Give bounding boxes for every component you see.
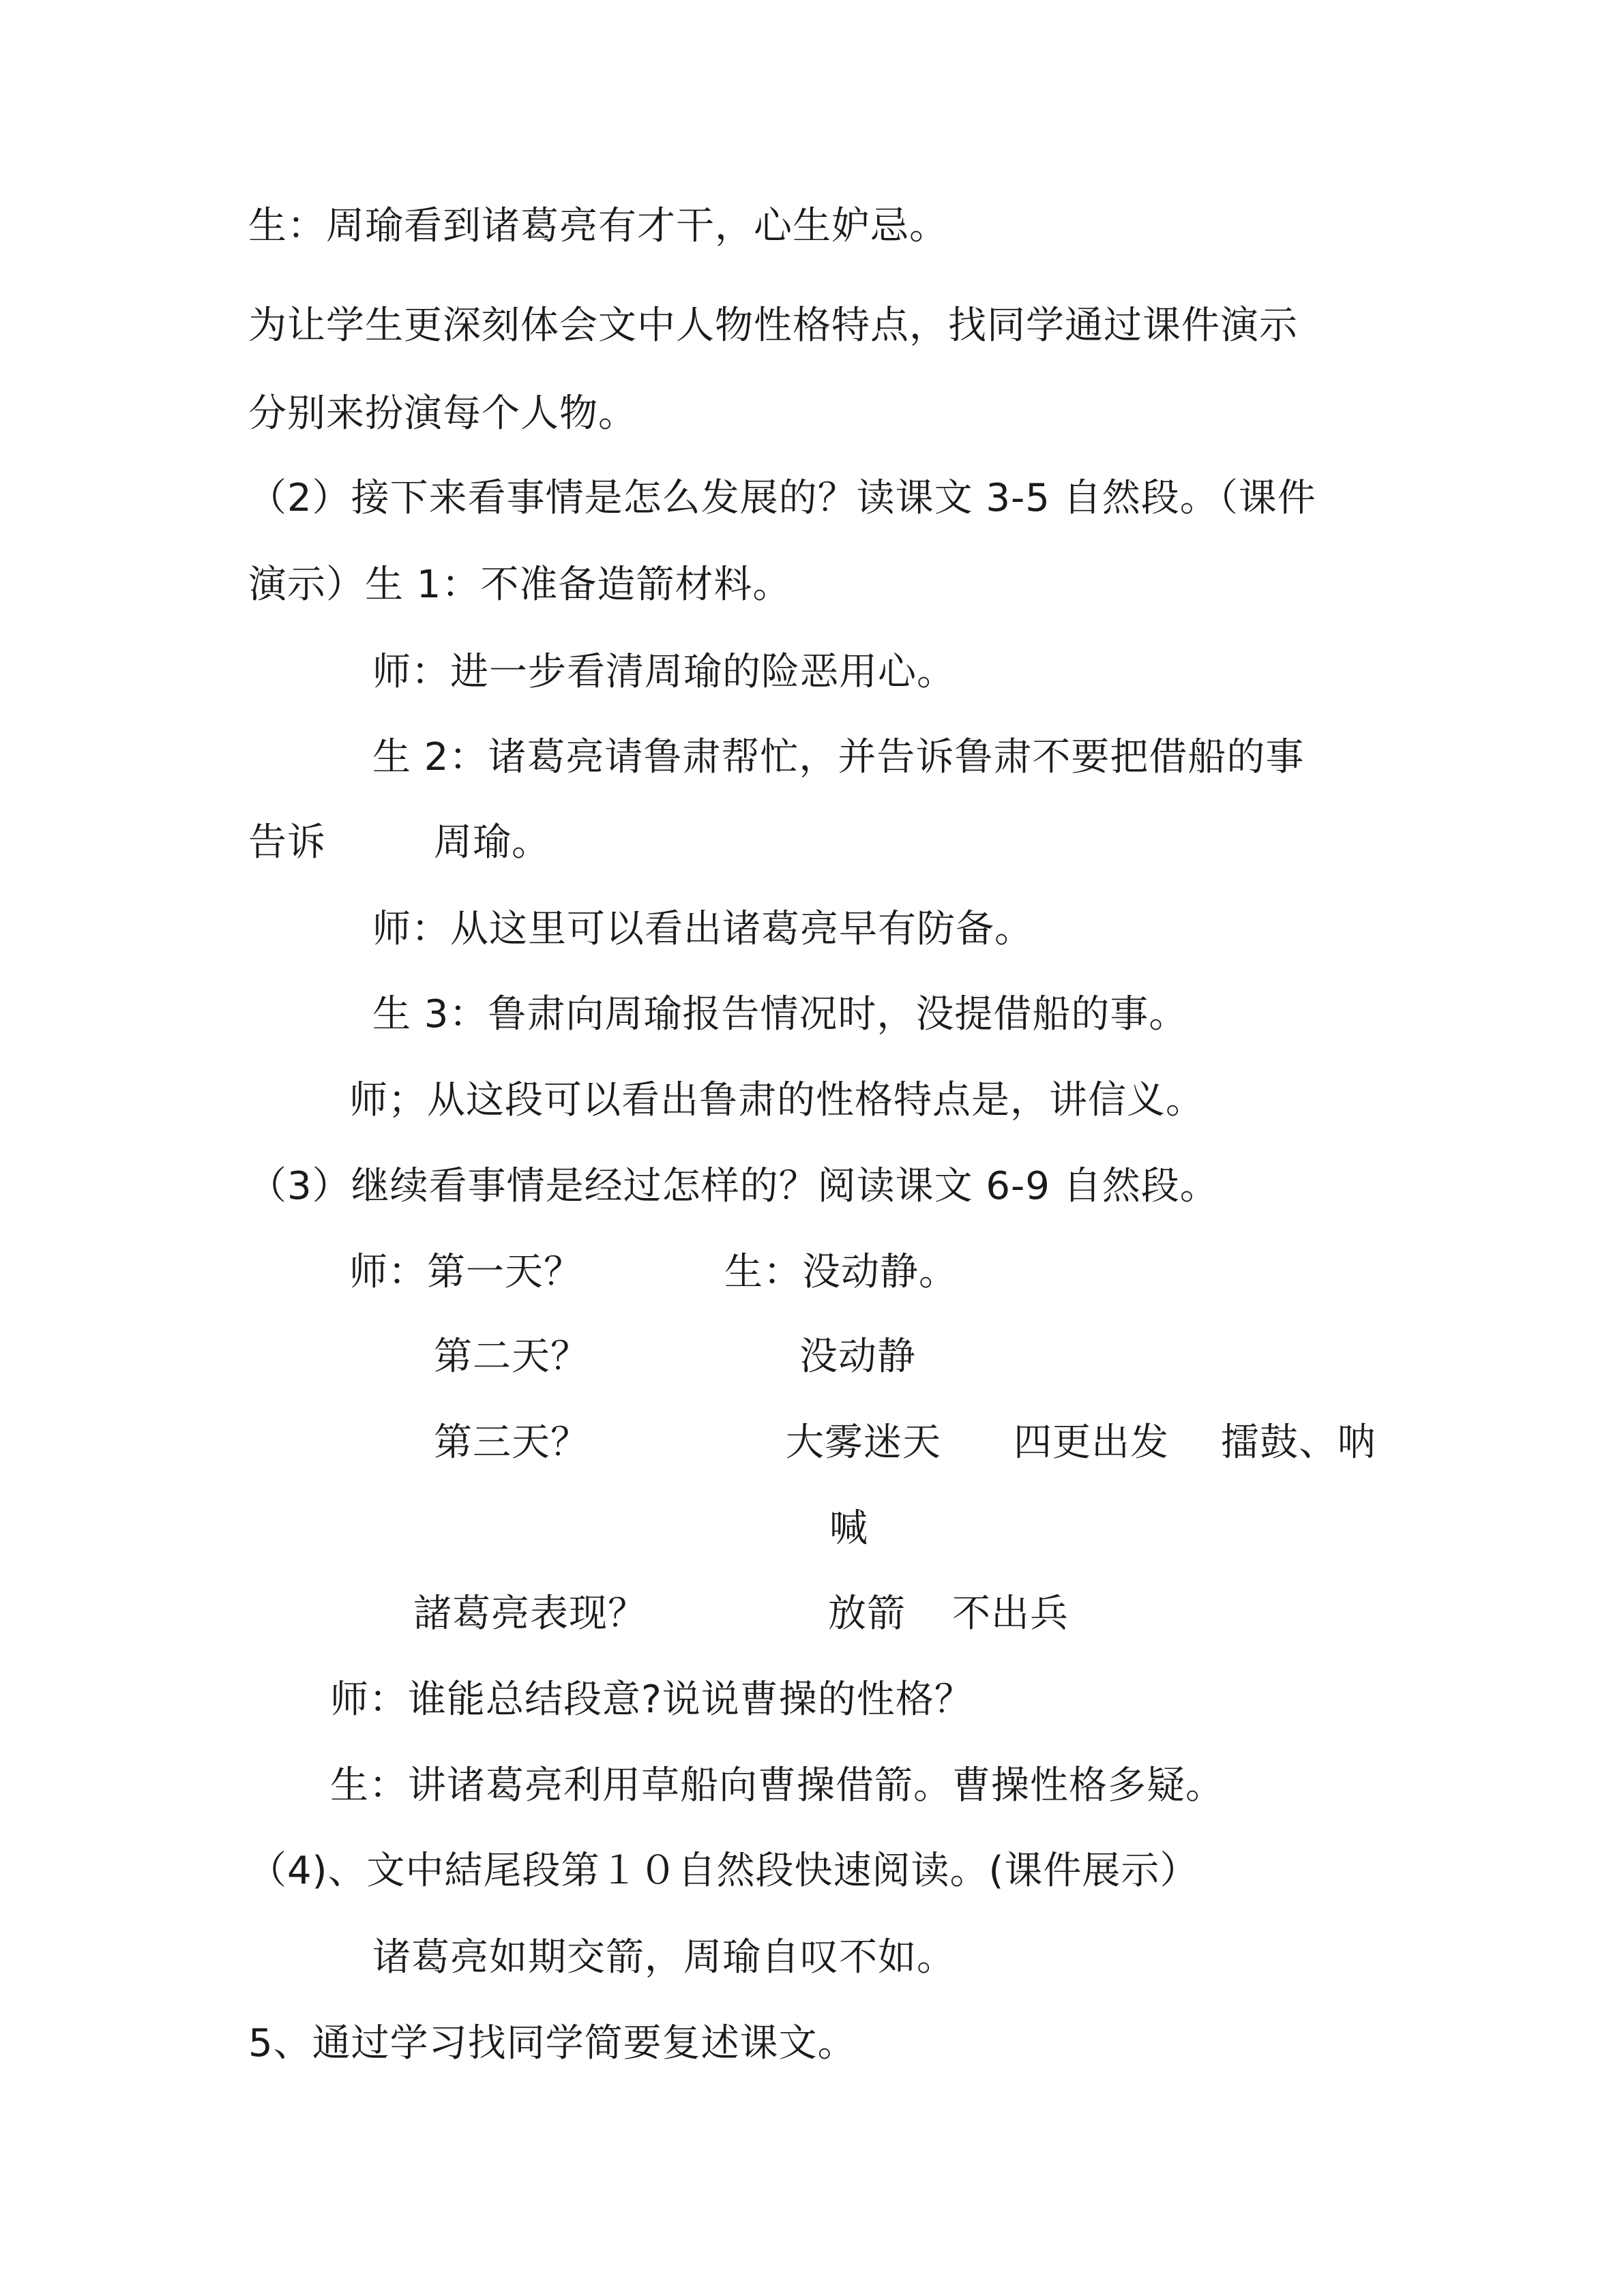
text-line: 生：讲诸葛亮利用草船向曹操借箭。曹操性格多疑。: [330, 1763, 1224, 1808]
text-line: 师：第一天？: [349, 1250, 582, 1294]
text-line: 不出兵: [952, 1592, 1069, 1636]
text-line: 师：谁能总结段意?说说曹操的性格？: [330, 1678, 973, 1722]
text-line: 告诉: [248, 820, 326, 865]
text-line: 5、通过学习找同学简要复述课文。: [248, 2021, 857, 2066]
text-line: 师；从这段可以看出鲁肃的性格特点是，讲信义。: [349, 1078, 1205, 1122]
text-line: 没动静: [799, 1335, 916, 1379]
text-line: 诸葛亮如期交箭，周瑜自叹不如。: [372, 1935, 956, 1980]
text-line: 放箭: [828, 1592, 906, 1636]
text-line: 周瑜。: [434, 820, 550, 865]
text-line: 生：没动静。: [724, 1250, 958, 1294]
text-line: 师：进一步看清周瑜的险恶用心。: [372, 650, 956, 694]
text-line: 諸葛亮表现？: [413, 1592, 647, 1636]
text-line: （3）继续看事情是经过怎样的？阅读课文 6-9 自然段。: [248, 1164, 1219, 1208]
text-line: 大雾迷天: [786, 1420, 941, 1465]
text-line: 喊: [829, 1506, 868, 1551]
text-line: 生 2：诸葛亮请鲁肃帮忙，并告诉鲁肃不要把借船的事: [372, 735, 1305, 779]
text-line: 演示）生 1：不准备造箭材料。: [248, 563, 792, 607]
text-line: 生 3：鲁肃向周瑜报告情况时，没提借船的事。: [372, 992, 1188, 1037]
text-line: （2）接下来看事情是怎么发展的？读课文 3-5 自然段。（课件: [248, 476, 1316, 520]
text-line: 擂鼓、呐: [1221, 1420, 1376, 1465]
text-line: （4)、文中結尾段第１０自然段快速阅读。(课件展示）: [248, 1849, 1199, 1893]
text-line: 为让学生更深刻体会文中人物性格特点，找同学通过课件演示: [248, 303, 1298, 348]
text-line: 生：周瑜看到诸葛亮有才干，心生妒忌。: [248, 204, 948, 248]
text-line: 师：从这里可以看出诸葛亮早有防备。: [372, 907, 1033, 951]
text-line: 分别来扮演每个人物。: [248, 391, 637, 436]
text-line: 第三天？: [434, 1420, 589, 1465]
text-line: 四更出发: [1014, 1420, 1169, 1465]
text-line: 第二天？: [434, 1335, 589, 1379]
